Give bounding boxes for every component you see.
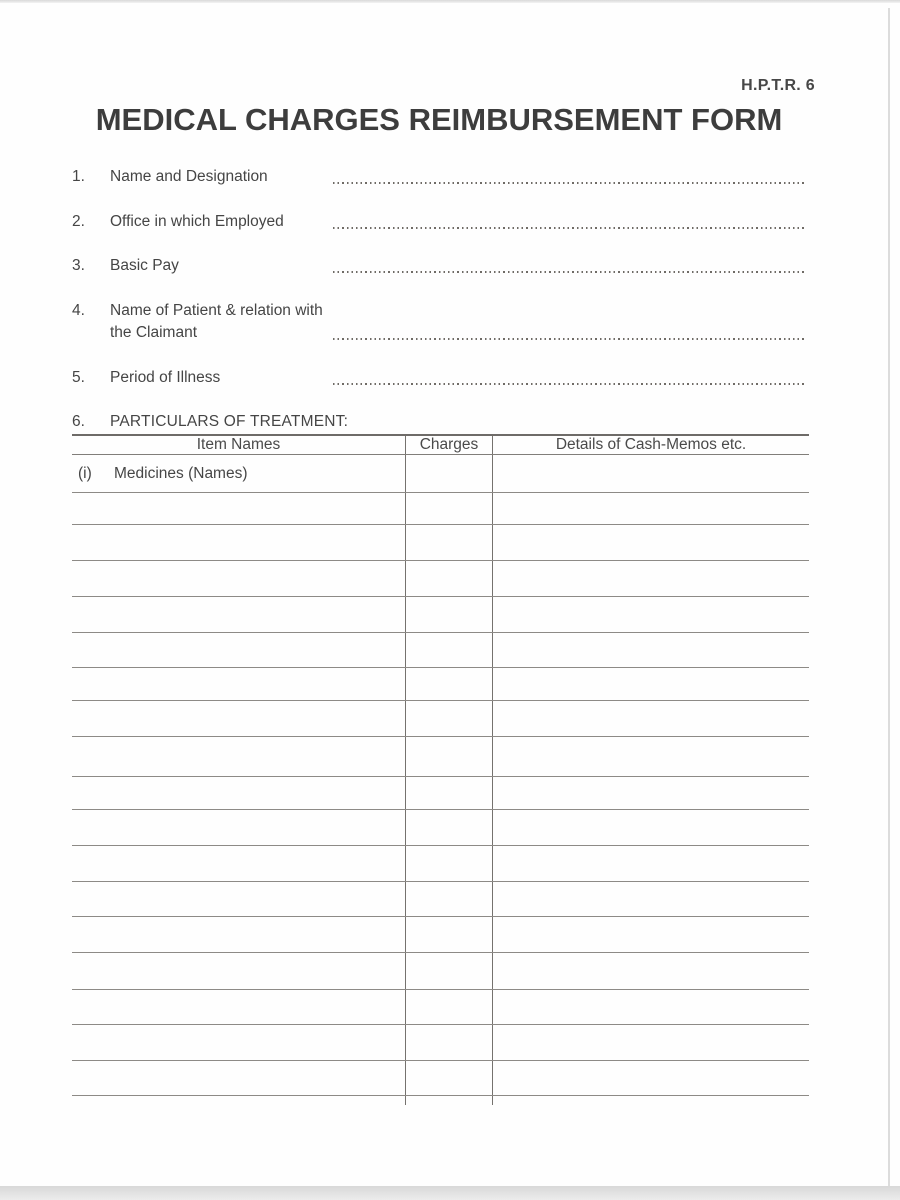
field-label: Name of Patient & relation with the Claimant <box>110 302 323 341</box>
table-row <box>72 917 809 953</box>
table-row <box>72 561 809 597</box>
cell-item-names <box>72 597 405 632</box>
cell-item-names <box>72 953 405 989</box>
column-header-charges: Charges <box>405 436 493 454</box>
dotted-fill-line <box>333 337 805 340</box>
field-row-3 <box>72 255 805 277</box>
field-label: Office in which Employed <box>110 213 284 230</box>
cell-details <box>493 1061 809 1095</box>
cell-charges <box>405 777 493 809</box>
dotted-fill-line <box>333 382 805 385</box>
cell-details <box>493 953 809 989</box>
page-title: MEDICAL CHARGES REIMBURSEMENT FORM <box>95 102 783 137</box>
cell-details <box>493 846 809 881</box>
table-row <box>72 777 809 810</box>
table-row <box>72 668 809 701</box>
cell-details <box>493 493 809 524</box>
cell-charges <box>405 597 493 632</box>
cell-charges <box>405 846 493 881</box>
cell-details <box>493 668 809 700</box>
cell-details <box>493 701 809 736</box>
row-item-name: Medicines (Names) <box>114 464 248 482</box>
cell-charges <box>405 990 493 1024</box>
table-row <box>72 990 809 1025</box>
cell-details <box>493 597 809 632</box>
cell-details <box>493 525 809 560</box>
field-row-2 <box>72 211 805 233</box>
cell-charges <box>405 953 493 989</box>
table-row <box>72 1061 809 1096</box>
field-label: Name and Designation <box>110 168 268 185</box>
dotted-fill-line <box>333 226 805 229</box>
table-row <box>72 633 809 668</box>
cell-item-names <box>72 668 405 700</box>
cell-charges <box>405 668 493 700</box>
cell-item-names <box>72 1061 405 1095</box>
cell-item-names <box>72 525 405 560</box>
cell-item-names <box>72 846 405 881</box>
cell-item-names <box>72 777 405 809</box>
table-row <box>72 737 809 777</box>
table-header-row <box>72 434 809 455</box>
field-label: PARTICULARS OF TREATMENT: <box>110 413 349 430</box>
cell-charges <box>405 1061 493 1095</box>
column-header-item-names: Item Names <box>196 436 281 453</box>
cell-details <box>493 990 809 1024</box>
cell-details <box>493 810 809 845</box>
field-number: 3. <box>72 257 85 274</box>
table-row <box>72 597 809 633</box>
cell-item-names <box>72 455 405 492</box>
table-row <box>72 846 809 882</box>
table-row <box>72 810 809 846</box>
table-row <box>72 701 809 737</box>
cell-details <box>493 737 809 776</box>
cell-item-names <box>72 990 405 1024</box>
field-row-5 <box>72 367 805 389</box>
cell-details <box>493 633 809 667</box>
field-label: Basic Pay <box>110 257 179 274</box>
field-row-1 <box>72 166 805 188</box>
scan-edge-top <box>0 0 900 3</box>
field-row-6 <box>72 411 805 433</box>
cell-details <box>493 777 809 809</box>
cell-details <box>493 561 809 596</box>
cell-charges <box>405 737 493 776</box>
cell-charges <box>405 701 493 736</box>
cell-charges <box>405 493 493 524</box>
cell-item-names <box>72 810 405 845</box>
cell-charges <box>405 810 493 845</box>
cell-details <box>493 1025 809 1060</box>
cell-charges <box>405 917 493 952</box>
table-column-line-stub <box>72 1096 809 1105</box>
dotted-fill-line <box>333 270 805 273</box>
field-number: 6. <box>72 413 85 430</box>
column-header-details: Details of Cash-Memos etc. <box>555 436 747 453</box>
field-number: 4. <box>72 302 85 319</box>
scan-edge-right <box>888 8 890 1186</box>
field-row-4 <box>72 300 805 344</box>
cell-item-names <box>72 633 405 667</box>
table-body <box>72 455 809 1096</box>
cell-details <box>493 882 809 916</box>
cell-details <box>493 917 809 952</box>
table-row <box>72 953 809 990</box>
cell-details <box>493 455 809 492</box>
cell-charges <box>405 455 493 492</box>
cell-charges <box>405 882 493 916</box>
cell-charges <box>405 633 493 667</box>
cell-item-names <box>72 1025 405 1060</box>
cell-charges <box>405 561 493 596</box>
cell-item-names <box>72 561 405 596</box>
table-row <box>72 1025 809 1061</box>
form-code: H.P.T.R. 6 <box>741 77 815 94</box>
cell-charges <box>405 1025 493 1060</box>
row-number: (i) <box>78 464 92 482</box>
cell-item-names <box>72 737 405 776</box>
dotted-fill-line <box>333 181 805 184</box>
table-row <box>72 525 809 561</box>
cell-item-names <box>72 917 405 952</box>
field-label: Period of Illness <box>110 369 221 386</box>
treatment-table <box>72 434 809 1105</box>
table-row <box>72 882 809 917</box>
field-number: 1. <box>72 168 85 185</box>
cell-charges <box>405 525 493 560</box>
table-row <box>72 493 809 525</box>
scan-edge-bottom <box>0 1186 900 1200</box>
field-number: 2. <box>72 213 85 230</box>
field-number: 5. <box>72 369 85 386</box>
cell-item-names <box>72 701 405 736</box>
table-row <box>72 455 809 493</box>
cell-item-names <box>72 493 405 524</box>
cell-item-names <box>72 882 405 916</box>
